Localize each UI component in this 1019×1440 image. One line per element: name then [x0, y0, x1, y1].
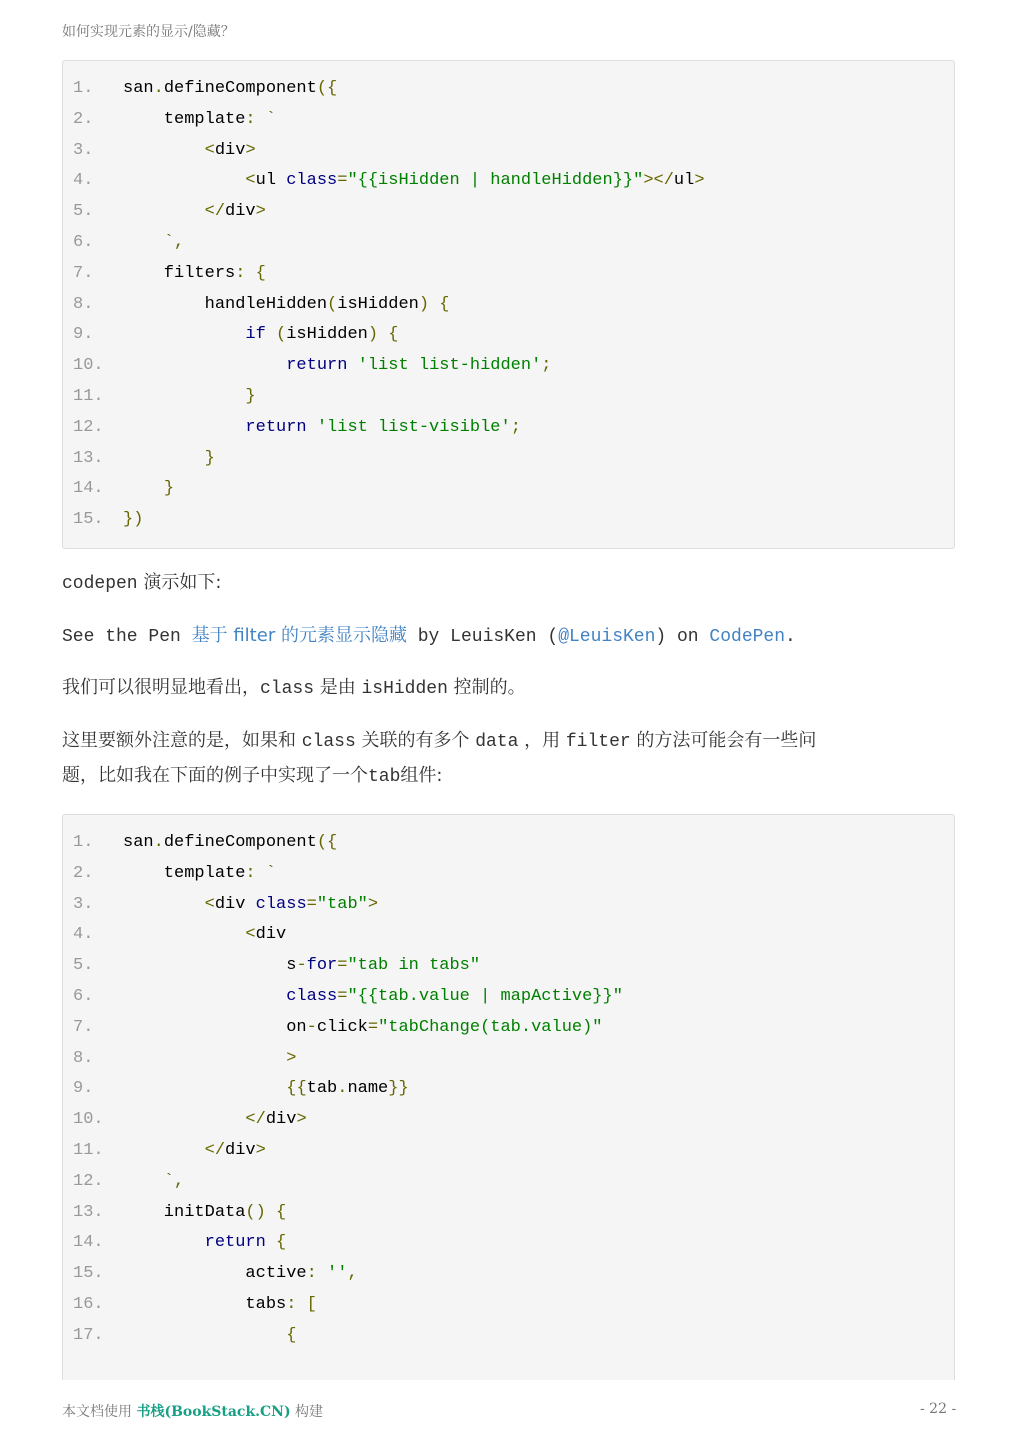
code-line: [63, 473, 174, 504]
line-number: 2.: [73, 863, 94, 883]
code-line: [63, 1073, 409, 1104]
code-line: [63, 381, 256, 412]
author-handle-link[interactable]: @LeuisKen: [558, 627, 656, 647]
text-p3-e: 题，比如我在下面的例子中实现了一个: [62, 765, 368, 786]
line-number: 5.: [73, 202, 94, 222]
code-filter: filter: [565, 732, 631, 752]
code-line: [63, 412, 521, 443]
text-codepen-rest: 演示如下:: [137, 572, 222, 593]
code-line: [63, 443, 215, 474]
code-text: san.defineComponent({: [123, 79, 338, 98]
text-p3-a: 这里要额外注意的是，如果和: [62, 730, 302, 751]
code-text: class="{{tab.value | mapActive}}": [286, 987, 623, 1006]
code-text: initData() {: [123, 1202, 287, 1222]
code-block: [62, 814, 955, 1380]
line-number: 12.: [73, 1171, 104, 1191]
code-text: <div: [245, 925, 287, 945]
code-text: template: `: [123, 109, 277, 129]
line-number: 17.: [73, 1325, 104, 1345]
line-number: 13.: [73, 1202, 104, 1222]
line-number: 6.: [73, 233, 94, 252]
code-line: [63, 1227, 286, 1258]
line-number: 12.: [73, 417, 104, 437]
code-line: [63, 858, 276, 889]
code-text: {: [286, 1325, 297, 1345]
paragraph-codepen-intro: [62, 566, 942, 601]
line-number: 2.: [73, 109, 94, 129]
paragraph-see-the-pen: [62, 619, 942, 654]
code-text: return 'list list-visible';: [245, 417, 521, 437]
code-text: <div>: [204, 140, 256, 160]
text-by-author: by LeuisKen (: [406, 627, 559, 647]
line-number: 15.: [73, 1264, 104, 1284]
code-text: }: [204, 448, 215, 468]
footer-suffix: 构建: [290, 1404, 324, 1420]
code-text: handleHidden(isHidden) {: [123, 294, 450, 314]
text-p3-d: 的方法可能会有一些问: [630, 730, 817, 751]
code-ishidden: isHidden: [361, 679, 448, 699]
code-text: return 'list list-hidden';: [286, 356, 552, 376]
code-line: [63, 319, 398, 350]
paragraph-note: [62, 724, 942, 794]
line-number: 4.: [73, 171, 94, 191]
text-period: .: [785, 627, 796, 647]
line-number: 9.: [73, 325, 94, 345]
code-line: [63, 196, 266, 227]
line-number: 9.: [73, 1079, 94, 1099]
code-text: san.defineComponent({: [123, 833, 338, 852]
line-number: 10.: [73, 356, 104, 376]
code-line: [63, 1197, 286, 1228]
code-text: template: `: [123, 863, 277, 883]
code-text: </div>: [204, 1141, 266, 1160]
code-line: [63, 1104, 307, 1135]
code-text: tabs: [: [123, 1295, 317, 1314]
text-codepen: codepen: [62, 574, 138, 594]
code-line: [63, 1289, 317, 1320]
pen-title-link[interactable]: 基于 filter 的元素显示隐藏: [191, 625, 407, 646]
code-line: [63, 227, 184, 258]
code-line: [63, 258, 266, 289]
line-number: 10.: [73, 1110, 104, 1130]
code-line: [63, 1166, 184, 1197]
code-line: [63, 950, 480, 981]
text-p2-b: 是由: [314, 677, 362, 698]
code-line: [63, 1258, 358, 1289]
code-text: >: [286, 1048, 297, 1068]
line-number: 11.: [73, 1141, 104, 1160]
code-text: `,: [163, 1171, 185, 1191]
text-p2-a: 我们可以很明显地看出，: [62, 677, 260, 698]
paragraph-classname-control: [62, 671, 942, 706]
text-on: ) on: [655, 627, 710, 647]
code-text: filters: {: [123, 263, 266, 283]
text-p3-c: ，用: [518, 730, 566, 751]
line-number: 13.: [73, 448, 104, 468]
text-p3-b: 关联的有多个: [355, 730, 476, 751]
code-class: class: [260, 679, 315, 699]
code-data: data: [475, 732, 519, 752]
line-number: 16.: [73, 1295, 104, 1314]
code-text: }: [163, 479, 175, 499]
code-text: <ul class="{{isHidden | handleHidden}}"></ul>: [245, 171, 705, 191]
code-text: <div class="tab">: [204, 894, 379, 914]
line-number: 6.: [73, 987, 94, 1006]
code-text: </div>: [245, 1110, 307, 1130]
code-text: s-for="tab in tabs": [123, 956, 481, 976]
code-line: [63, 1043, 296, 1074]
code-line: [63, 165, 705, 196]
text-see-the-pen: See the Pen: [62, 627, 192, 647]
code-line: [63, 827, 337, 858]
code-line: [63, 289, 449, 320]
code-line: [63, 981, 623, 1012]
code-class-2: class: [301, 732, 356, 752]
code-line: [63, 73, 337, 104]
code-text: if (isHidden) {: [245, 325, 399, 345]
codepen-link[interactable]: CodePen: [709, 627, 786, 647]
line-number: 7.: [73, 263, 94, 283]
code-line: [63, 919, 286, 950]
line-number: 3.: [73, 140, 94, 160]
code-line: [63, 1012, 603, 1043]
line-number: 8.: [73, 1048, 94, 1068]
code-text: active: '',: [123, 1264, 358, 1284]
footer-brand-link[interactable]: 书栈(BookStack.CN): [136, 1404, 291, 1420]
line-number: 15.: [73, 510, 104, 530]
code-text: </div>: [204, 202, 266, 222]
text-p2-c: 控制的。: [447, 677, 526, 698]
page-number: - 22 -: [920, 1401, 957, 1417]
footer-prefix: 本文档使用: [62, 1404, 137, 1420]
code-text: }: [245, 387, 256, 406]
page-header-title: 如何实现元素的显示/隐藏？: [62, 24, 235, 40]
line-number: 5.: [73, 956, 94, 976]
code-text: return {: [204, 1233, 287, 1253]
line-number: 14.: [73, 1233, 104, 1253]
code-line: [63, 1135, 266, 1166]
code-line: [63, 135, 256, 166]
code-line: [63, 889, 378, 920]
line-number: 7.: [73, 1017, 94, 1037]
line-number: 11.: [73, 387, 104, 406]
code-line: [63, 1320, 296, 1351]
line-number: 3.: [73, 894, 94, 914]
footer-credit: [62, 1401, 323, 1421]
line-number: 1.: [73, 833, 94, 852]
code-text: on-click="tabChange(tab.value)": [123, 1017, 603, 1037]
line-number: 8.: [73, 294, 94, 314]
code-text: `,: [163, 233, 185, 252]
line-number: 4.: [73, 925, 94, 945]
line-number: 14.: [73, 479, 104, 499]
code-line: [63, 504, 143, 535]
code-block: [62, 60, 955, 549]
code-tab: tab: [368, 767, 401, 787]
line-number: 1.: [73, 79, 94, 98]
code-line: [63, 350, 552, 381]
code-text: {{tab.name}}: [286, 1079, 409, 1099]
code-line: [63, 104, 276, 135]
text-p3-f: 组件:: [400, 765, 443, 786]
code-text: }): [123, 510, 144, 530]
